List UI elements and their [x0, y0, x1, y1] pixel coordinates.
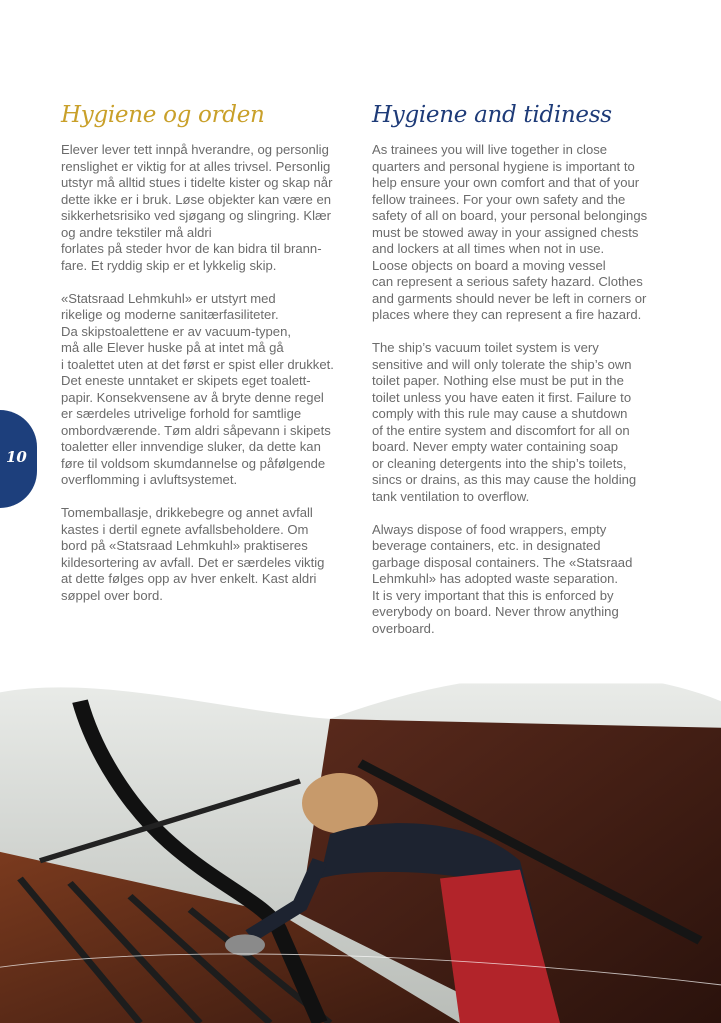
text-line: forlates på steder hvor de kan bidra til brann- [61, 241, 322, 256]
text-line: The ship’s vacuum toilet system is very [372, 340, 599, 355]
text-line: or cleaning detergents into the ship’s toilets, [372, 455, 627, 471]
english-title: Hygiene and tidiness [372, 102, 612, 128]
text-line: comply with this rule may cause a shutdown [372, 406, 628, 421]
text-line: og andre tekstiler må aldri [61, 224, 212, 240]
text-line: overflomming i avluftsystemet. [61, 472, 238, 487]
text-line: at dette følges opp av hver enkelt. Kast aldri [61, 571, 317, 586]
text-line: board. Never empty water containing soap [372, 439, 619, 454]
text-line: beverage containers, etc. in designated [372, 538, 601, 553]
text-line: er særdeles utrivelige forhold for samtlige [61, 406, 302, 421]
text-line: garbage disposal containers. The «Statsraad [372, 554, 633, 570]
text-line: Loose objects on board a moving vessel [372, 257, 606, 273]
text-line: sincs or drains, as this may cause the holding [372, 472, 637, 487]
text-line: papir. Konsekvensene av å bryte denne regel [61, 389, 324, 405]
norwegian-title: Hygiene og orden [61, 102, 265, 128]
text-line: of the entire system and discomfort for all on [372, 422, 630, 438]
english-body [372, 142, 672, 637]
norwegian-body [61, 142, 361, 604]
text-line: dette ikke er i bruk. Løse objekter kan være en [61, 191, 332, 207]
text-line: fare. Et ryddig skip er et lykkelig skip. [61, 257, 277, 273]
text-line: bord på «Statsraad Lehmkuhl» praktiseres [61, 538, 308, 553]
text-line: As trainees you will live together in close [372, 142, 608, 157]
text-line: Da skipstoalettene er av vacuum-typen, [61, 323, 291, 339]
trainee-cleaning-stairs-photo [0, 648, 721, 1023]
english-paragraph [372, 522, 672, 638]
norwegian-column [61, 98, 361, 621]
text-line: and lockers at all times when not in use. [372, 241, 605, 256]
text-line: places where they can represent a fire hazard. [372, 307, 642, 322]
norwegian-paragraph [61, 142, 361, 274]
text-line: kildesortering av avfall. Det er særdeles viktig [61, 554, 325, 570]
text-line: Lehmkuhl» has adopted waste separation. [372, 571, 619, 586]
text-line: everybody on board. Never throw anything [372, 604, 619, 619]
english-column [372, 98, 672, 654]
text-line: må alle Elever huske på at intet må gå [61, 340, 284, 355]
text-line: Tomemballasje, drikkebegre og annet avfall [61, 505, 313, 520]
text-line: toilet paper. Nothing else must be put in the [372, 373, 624, 388]
text-line: safety of all on board, your personal belongings [372, 208, 648, 223]
text-line: søppel over bord. [61, 587, 163, 603]
norwegian-paragraph [61, 291, 361, 489]
text-line: and garments should never be left in corners or [372, 290, 647, 306]
text-line: overboard. [372, 620, 435, 636]
text-line: can represent a serious safety hazard. Clothes [372, 274, 643, 289]
english-paragraph [372, 340, 672, 505]
text-line: tank ventilation to overflow. [372, 488, 530, 504]
text-line: sikkerhetsrisiko ved sjøgang og slingring. Klær [61, 208, 331, 223]
text-line: Det eneste unntaket er skipets eget toalett- [61, 373, 311, 388]
text-line: Elever lever tett innpå hverandre, og personlig [61, 142, 329, 157]
text-line: ombordværende. Tøm aldri såpevann i skipets [61, 422, 331, 438]
text-line: Always dispose of food wrappers, empty [372, 521, 607, 537]
text-line: It is very important that this is enforced by [372, 587, 614, 603]
text-line: utstyr må alltid stues i tidelte kister og skap når [61, 175, 333, 190]
text-line: help ensure your own comfort and that of your [372, 175, 640, 190]
text-line: quarters and personal hygiene is important to [372, 158, 635, 174]
text-line: «Statsraad Lehmkuhl» er utstyrt med [61, 290, 276, 306]
english-paragraph [372, 142, 672, 324]
text-line: must be stowed away in your assigned chests [372, 224, 639, 240]
text-line: i toalettet uten at det først er spist eller drukket. [61, 356, 334, 372]
text-line: rikelige og moderne sanitærfasiliteter. [61, 307, 279, 322]
text-line: fellow trainees. For your own safety and the [372, 191, 626, 207]
text-line: toaletter eller innvendige sluker, da dette kan [61, 439, 321, 454]
text-line: kastes i dertil egnete avfallsbeholdere. Om [61, 521, 309, 537]
text-line: toilet unless you have eaten it first. Failure to [372, 389, 632, 405]
text-line: sensitive and will only tolerate the ship’s own [372, 356, 632, 372]
page-number: 10 [6, 448, 27, 466]
text-line: føre til voldsom skumdannelse og påfølgende [61, 455, 326, 471]
page-number-tab [0, 410, 37, 508]
norwegian-paragraph [61, 505, 361, 604]
text-line: renslighet er viktig for at alles trivsel. Personlig [61, 158, 331, 174]
